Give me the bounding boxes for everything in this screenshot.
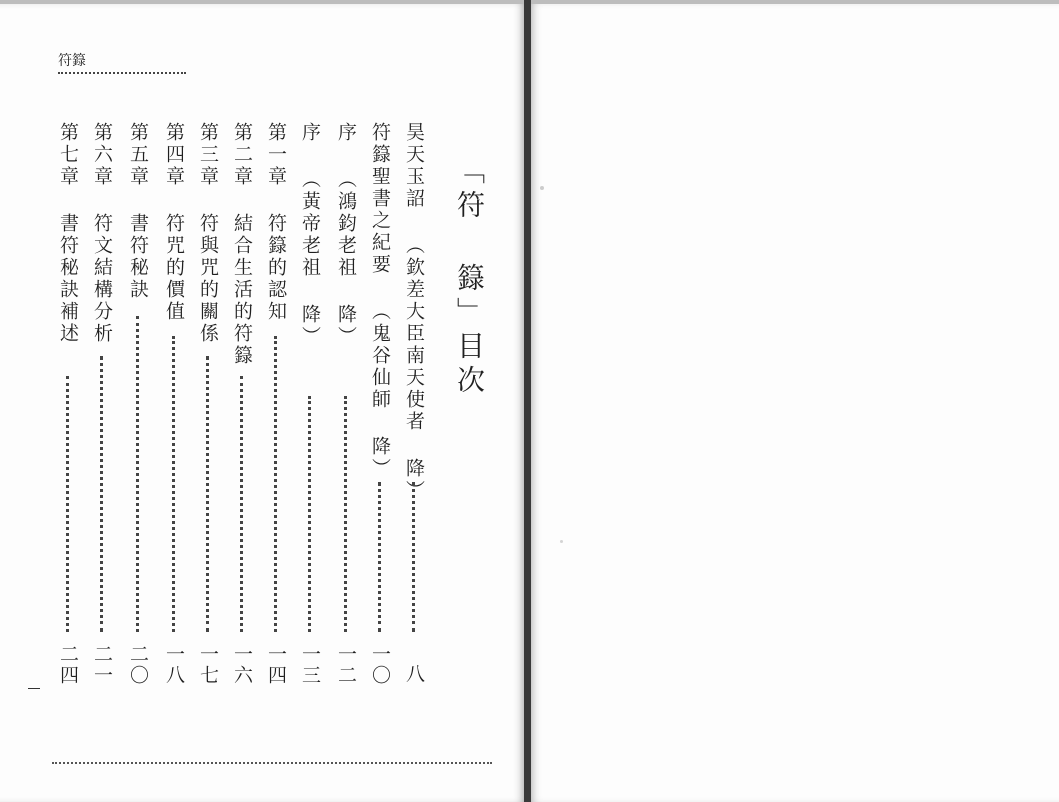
dot-leader <box>66 376 69 632</box>
toc-entry-10[interactable]: 第六章 符文結構分析 <box>91 122 113 345</box>
margin-mark <box>28 688 40 689</box>
toc-entry-9[interactable]: 第五章 書符秘訣 <box>127 122 149 301</box>
page-number: 二〇 <box>127 644 149 686</box>
toc-entry-7[interactable]: 第三章 符與咒的關係 <box>197 122 219 345</box>
dot-leader <box>344 396 347 632</box>
dot-leader <box>240 376 243 632</box>
dot-leader <box>172 336 175 632</box>
dot-leader <box>136 316 139 632</box>
page-number: 二四 <box>57 644 79 686</box>
page-number: 二一 <box>91 644 113 686</box>
toc-entry-11[interactable]: 第七章 書符秘訣補述 <box>57 122 79 345</box>
page-number: 一八 <box>163 644 185 686</box>
toc-entry-5[interactable]: 第一章 符籙的認知 <box>265 122 287 323</box>
scan-speck <box>540 186 544 190</box>
toc-entry-2[interactable]: 符籙聖書之紀要 （鬼谷仙師 降） <box>369 122 391 480</box>
toc-entry-8[interactable]: 第四章 符咒的價值 <box>163 122 185 323</box>
toc-entry-3[interactable]: 序 （鴻鈞老祖 降） <box>335 122 357 348</box>
dot-leader <box>100 356 103 632</box>
page-number: 一二 <box>335 644 357 686</box>
page-number: 一四 <box>265 644 287 686</box>
scan-speck <box>560 540 563 543</box>
page-number: 一七 <box>197 644 219 686</box>
dot-leader <box>308 396 311 632</box>
dot-leader <box>206 356 209 632</box>
running-header: 符籙 <box>58 50 186 74</box>
dot-leader <box>274 336 277 632</box>
book-spine <box>524 0 531 802</box>
toc-title: 「符 籙」目次 <box>453 156 486 399</box>
page-number: 一〇 <box>369 644 391 686</box>
page-number: 一六 <box>231 644 253 686</box>
toc-entry-6[interactable]: 第二章 結合生活的符籙 <box>231 122 253 367</box>
dot-leader <box>378 482 381 632</box>
page-number: 八 <box>403 664 425 685</box>
toc-entry-4[interactable]: 序 （黃帝老祖 降） <box>299 122 321 348</box>
left-page <box>0 4 524 802</box>
toc-entry-1[interactable]: 昊天玉詔 （欽差大臣南天使者 降） <box>403 122 425 502</box>
right-page-blank <box>531 4 1059 802</box>
page-number: 一三 <box>299 644 321 686</box>
footer-dotted-rule <box>52 762 492 764</box>
dot-leader <box>412 482 415 632</box>
